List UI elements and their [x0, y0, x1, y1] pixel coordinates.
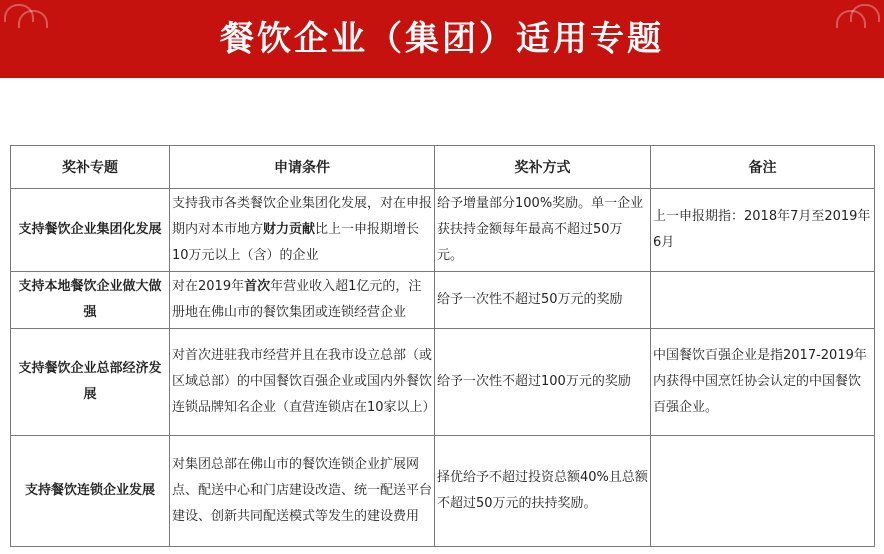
row-topic: 支持餐饮企业总部经济发展 — [11, 329, 170, 436]
header-topic: 奖补专题 — [11, 146, 170, 189]
table-row — [11, 436, 875, 547]
table-header-row — [11, 146, 875, 189]
conditions-text: 支持我市各类餐饮企业集团化发展，对在申报期内对本市地方 — [172, 196, 433, 237]
conditions-text: 对首次进驻我市经营并且在我市设立总部（或区域总部）的中国餐饮百强企业或国内外餐饮连锁品牌知名企业（直营连锁店在10家以上） — [172, 348, 436, 415]
row-topic: 支持餐饮企业集团化发展 — [11, 189, 170, 272]
conditions-text: 对在2019年 — [172, 279, 245, 294]
row-reward: 给予增量部分100%奖励。单一企业获扶持金额每年最高不超过50万元。 — [435, 189, 651, 272]
row-conditions — [170, 189, 435, 272]
conditions-text: 对集团总部在佛山市的餐饮连锁企业扩展网点、配送中心和门店建设改造、统一配送平台建设、创新共同配送模式等发生的建设费用 — [172, 457, 433, 524]
conditions-text: 年营业收入超1亿元的，注册地在佛山市的餐饮集团或连锁经营企业 — [172, 279, 422, 320]
row-reward: 择优给予不超过投资总额40%且总额不超过50万元的扶持奖励。 — [435, 436, 651, 547]
row-conditions — [170, 329, 435, 436]
row-reward: 给予一次性不超过50万元的奖励 — [435, 272, 651, 329]
row-topic: 支持本地餐饮企业做大做强 — [11, 272, 170, 329]
conditions-text: 比上一申报期增长10万元以上（含）的企业 — [172, 222, 420, 263]
row-reward: 给予一次性不超过100万元的奖励 — [435, 329, 651, 436]
page-title: 餐饮企业（集团）适用专题 — [220, 19, 664, 59]
policy-table — [10, 145, 875, 547]
header-notes: 备注 — [651, 146, 875, 189]
row-notes — [651, 436, 875, 547]
table-row — [11, 272, 875, 329]
row-conditions — [170, 272, 435, 329]
conditions-emphasis: 财力贡献 — [263, 222, 316, 237]
title-banner — [0, 0, 884, 78]
table-row — [11, 329, 875, 436]
table-row — [11, 189, 875, 272]
row-notes: 中国餐饮百强企业是指2017-2019年内获得中国烹饪协会认定的中国餐饮百强企业。 — [651, 329, 875, 436]
row-topic: 支持餐饮连锁企业发展 — [11, 436, 170, 547]
row-notes: 上一申报期指：2018年7月至2019年6月 — [651, 189, 875, 272]
header-reward: 奖补方式 — [435, 146, 651, 189]
header-conditions: 申请条件 — [170, 146, 435, 189]
conditions-emphasis: 首次 — [244, 279, 271, 294]
row-conditions — [170, 436, 435, 547]
row-notes — [651, 272, 875, 329]
